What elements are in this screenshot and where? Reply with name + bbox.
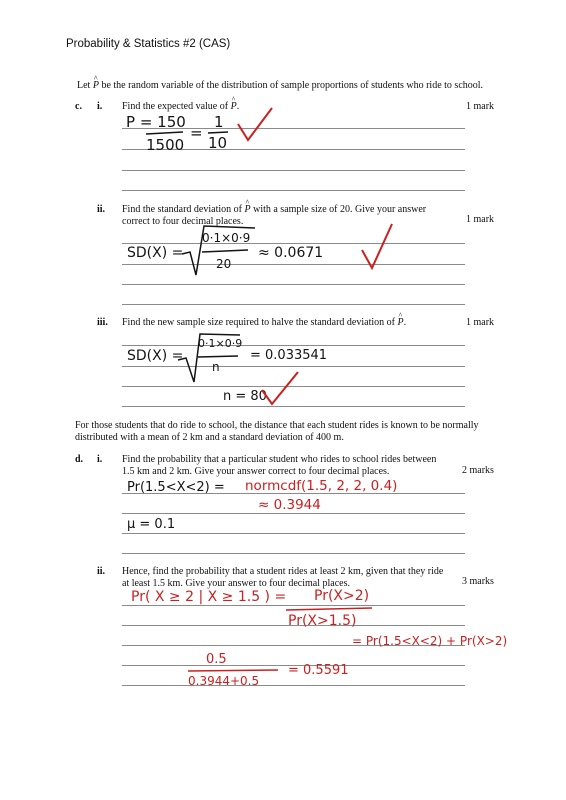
question-d-label: d.: [75, 454, 84, 465]
answer-line: [122, 243, 465, 244]
question-c-iii-marks: 1 mark: [466, 317, 495, 328]
intro-normal-distribution: For those students that do ride to school, the distance that each student rides is known to be normally distributed with a mean of 2 km and a standard deviation of 400 m.: [75, 420, 479, 443]
handwritten-sd-lhs: SD(X) =: [127, 245, 184, 261]
handwritten-one: 1: [214, 113, 224, 131]
handwritten-expanded-denominator: = Pr(1.5<X<2) + Pr(X>2): [352, 634, 508, 648]
handwritten-ten: 10: [208, 134, 228, 152]
fraction-bar: [188, 670, 278, 671]
question-d-ii-text: Hence, find the probability that a student rides at least 2 km, given that they ride at least 1.5 km. Give your answer to four decimal places.: [122, 566, 444, 589]
handwritten-equals: =: [190, 124, 203, 142]
checkmark-icon: [238, 108, 272, 140]
handwritten-halved-sd: = 0.033541: [250, 348, 328, 363]
question-d-ii-label: ii.: [97, 566, 106, 577]
answer-line: [122, 190, 465, 191]
question-d-i-marks: 2 marks: [462, 465, 494, 476]
answer-line: [122, 513, 465, 514]
handwritten-sd-lhs-2: SD(X) =: [127, 348, 184, 364]
answer-line: [122, 406, 465, 407]
handwritten-prob-lhs: Pr(1.5<X<2) =: [127, 480, 225, 495]
fraction-bar: [286, 608, 372, 610]
handwritten-p-numerator: P = 150: [126, 113, 186, 131]
handwritten-sqrt-numerator-2: 0·1×0·9: [198, 337, 243, 350]
question-c-ii-label: ii.: [97, 204, 106, 215]
fraction-bar: [208, 132, 228, 133]
handwritten-normcdf: normcdf(1.5, 2, 2, 0.4): [245, 478, 398, 494]
p-hat-symbol: ^ P: [93, 80, 99, 92]
handwritten-numeric-denominator: 0.3944+0.5: [188, 674, 260, 688]
handwritten-prob-result: ≈ 0.3944: [258, 497, 321, 513]
question-c-iii-label: iii.: [97, 317, 108, 328]
handwritten-mu: μ = 0.1: [127, 517, 176, 532]
answer-line: [122, 304, 465, 305]
answer-line: [122, 345, 465, 346]
answer-line: [122, 685, 465, 686]
question-c-iii-text: Find the new sample size required to halve the standard deviation of ^ P.: [122, 317, 406, 329]
fraction-bar: [202, 250, 248, 252]
question-c-i-text: Find the expected value of ^ P.: [122, 101, 239, 113]
answer-line: [122, 386, 465, 387]
answer-line: [122, 170, 465, 171]
handwritten-sqrt-denominator-2: n: [212, 360, 220, 374]
handwritten-p-denominator: 1500: [146, 136, 185, 154]
page-header-title: Probability & Statistics #2 (CAS): [66, 38, 231, 50]
handwritten-sqrt-denominator: 20: [216, 257, 232, 271]
question-c-i-marks: 1 mark: [466, 101, 495, 112]
handwritten-sd-result: ≈ 0.0671: [258, 245, 324, 261]
answer-line: [122, 284, 465, 285]
handwritten-final-answer: = 0.5591: [288, 663, 349, 678]
checkmark-icon: [362, 224, 392, 268]
handwritten-conditional-lhs: Pr( X ≥ 2 | X ≥ 1.5 ) =: [131, 589, 287, 605]
question-d-ii-marks: 3 marks: [462, 576, 494, 587]
handwritten-fraction-numerator: Pr(X>2): [314, 588, 370, 604]
handwritten-numeric-numerator: 0.5: [206, 652, 227, 667]
handwritten-fraction-denominator: Pr(X>1.5): [288, 613, 357, 629]
handwritten-sample-size-answer: n = 80: [223, 389, 267, 404]
answer-line: [122, 533, 465, 534]
question-d-i-text: Find the probability that a particular student who rides to school rides between 1.5 km and 2 km. Give your answer correct to four decimal places.: [122, 454, 437, 477]
checkmark-icon: [262, 372, 298, 404]
answer-line: [122, 264, 465, 265]
intro-text: Let ^ P be the random variable of the distribution of sample proportions of students who ride to school.: [77, 80, 517, 92]
fraction-bar: [198, 356, 238, 357]
answer-line: [122, 605, 465, 606]
question-c-i-label: i.: [97, 101, 103, 112]
question-c-ii-marks: 1 mark: [466, 214, 495, 225]
question-c-label: c.: [75, 101, 82, 112]
handwritten-sqrt-numerator: 0·1×0·9: [202, 231, 251, 245]
answer-line: [122, 553, 465, 554]
question-c-ii-text: Find the standard deviation of ^ P with a sample size of 20. Give your answer correct to four decimal places.: [122, 204, 462, 228]
answer-line: [122, 366, 465, 367]
fraction-bar: [146, 132, 183, 134]
question-d-i-label: i.: [97, 454, 103, 465]
